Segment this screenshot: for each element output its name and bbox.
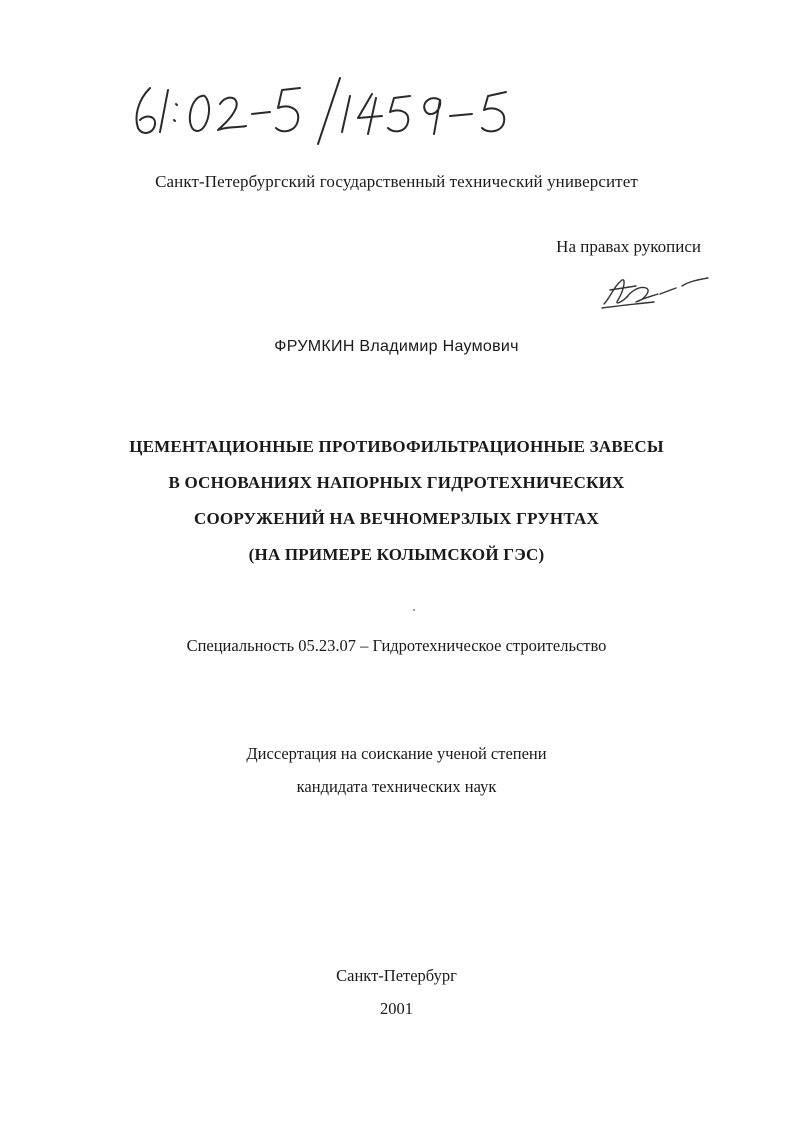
university-name: Санкт-Петербургский государственный технический университет bbox=[155, 172, 638, 191]
catalog-number-handwriting-icon bbox=[128, 74, 528, 146]
signature bbox=[596, 268, 716, 314]
specialty: Специальность 05.23.07 – Гидротехническое строительство bbox=[186, 636, 607, 655]
title-line: ЦЕМЕНТАЦИОННЫЕ ПРОТИВОФИЛЬТРАЦИОННЫЕ ЗАВЕСЫ bbox=[129, 437, 664, 456]
degree-statement bbox=[0, 737, 793, 803]
title-line: СООРУЖЕНИЙ НА ВЕЧНОМЕРЗЛЫХ ГРУНТАХ bbox=[194, 509, 599, 528]
title-line: В ОСНОВАНИЯХ НАПОРНЫХ ГИДРОТЕХНИЧЕСКИХ bbox=[168, 473, 625, 492]
rights-note: На правах рукописи bbox=[556, 237, 701, 256]
degree-line: Диссертация на соискание ученой степени bbox=[246, 744, 547, 763]
signature-icon bbox=[596, 268, 716, 314]
title-line: (НА ПРИМЕРЕ КОЛЫМСКОЙ ГЭС) bbox=[248, 545, 545, 564]
author-name: ФРУМКИН Владимир Наумович bbox=[274, 338, 519, 355]
year: 2001 bbox=[380, 999, 413, 1018]
scan-speck bbox=[413, 609, 415, 611]
city: Санкт-Петербург bbox=[336, 966, 457, 985]
degree-line: кандидата технических наук bbox=[296, 777, 497, 796]
dissertation-title bbox=[0, 429, 793, 573]
catalog-number-handwritten bbox=[128, 74, 528, 146]
